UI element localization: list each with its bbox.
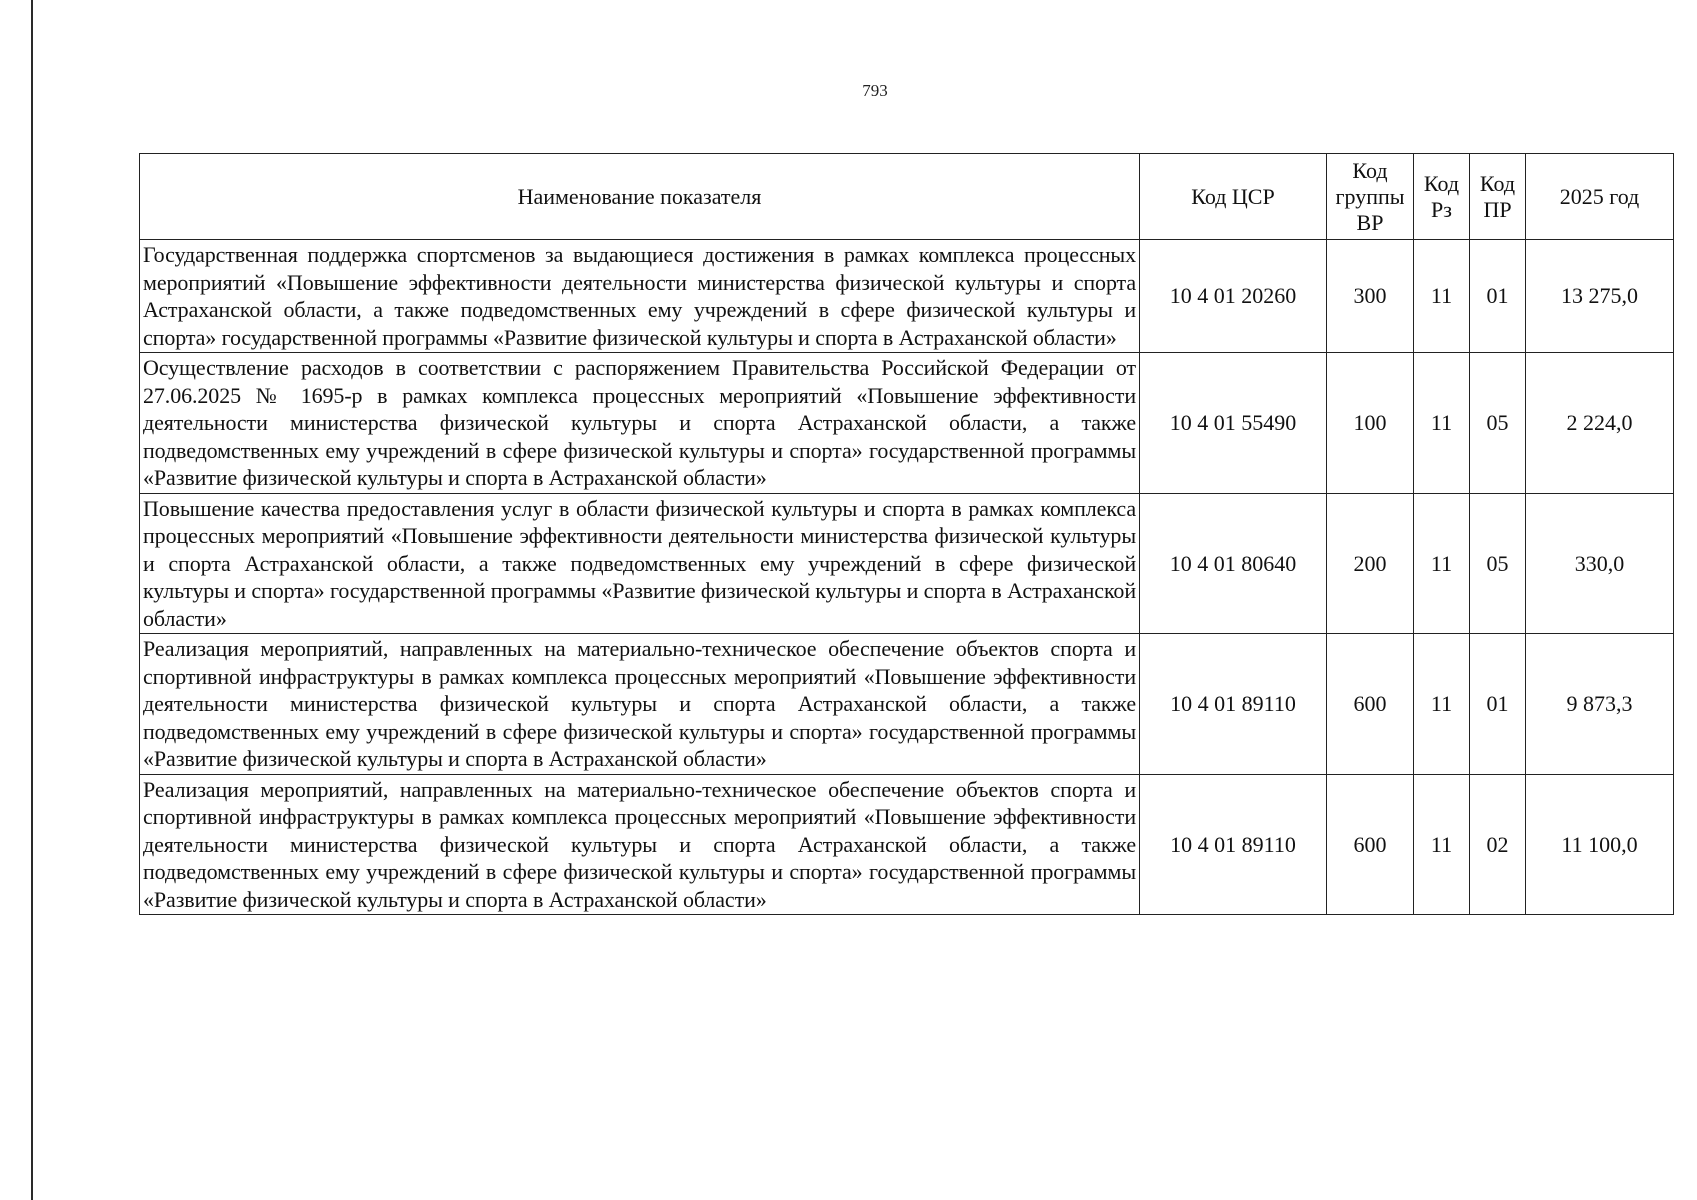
row-vr-code: 600 bbox=[1327, 634, 1414, 775]
table-header-row bbox=[140, 154, 1674, 240]
row-vr-code: 200 bbox=[1327, 493, 1414, 634]
row-amount: 9 873,3 bbox=[1526, 634, 1674, 775]
row-pr-code: 01 bbox=[1470, 240, 1526, 353]
row-csr-code: 10 4 01 89110 bbox=[1140, 774, 1327, 915]
row-pr-code: 05 bbox=[1470, 353, 1526, 494]
header-vr-code bbox=[1327, 154, 1414, 240]
row-pr-code: 01 bbox=[1470, 634, 1526, 775]
table-row bbox=[140, 353, 1674, 494]
header-rz-line2: Рз bbox=[1431, 196, 1452, 222]
table-row bbox=[140, 493, 1674, 634]
row-rz-code: 11 bbox=[1414, 240, 1470, 353]
budget-table bbox=[139, 153, 1674, 915]
row-amount: 13 275,0 bbox=[1526, 240, 1674, 353]
scan-margin-line bbox=[31, 0, 33, 1200]
table-row bbox=[140, 634, 1674, 775]
row-amount: 330,0 bbox=[1526, 493, 1674, 634]
row-vr-code: 100 bbox=[1327, 353, 1414, 494]
row-csr-code: 10 4 01 20260 bbox=[1140, 240, 1327, 353]
header-pr-line1: Код bbox=[1479, 170, 1516, 196]
table-row bbox=[140, 774, 1674, 915]
row-csr-code: 10 4 01 80640 bbox=[1140, 493, 1327, 634]
row-name: Государственная поддержка спортсменов за выдающиеся достижения в рамках комплекса процессных мероприятий «Повышение эффективности деятельности министерства физической культуры и спорта Астраханской области, а также подведомственных ему учреждений в сфере физической культуры и спорта» государственной программы «Развитие физической культуры и спорта в Астраханской области» bbox=[140, 240, 1140, 353]
row-vr-code: 300 bbox=[1327, 240, 1414, 353]
row-pr-code: 05 bbox=[1470, 493, 1526, 634]
row-amount: 11 100,0 bbox=[1526, 774, 1674, 915]
row-rz-code: 11 bbox=[1414, 774, 1470, 915]
page-number: 793 bbox=[862, 81, 888, 100]
row-rz-code: 11 bbox=[1414, 353, 1470, 494]
row-name: Реализация мероприятий, направленных на материально-техническое обеспечение объектов спорта и спортивной инфраструктуры в рамках комплекса процессных мероприятий «Повышение эффективности деятельности министерства физической культуры и спорта Астраханской области, а также подведомственных ему учреждений в сфере физической культуры и спорта» государственной программы «Развитие физической культуры и спорта в Астраханской области» bbox=[140, 774, 1140, 915]
row-pr-code: 02 bbox=[1470, 774, 1526, 915]
header-vr-line2: группы bbox=[1335, 183, 1405, 209]
row-rz-code: 11 bbox=[1414, 493, 1470, 634]
header-pr-line2: ПР bbox=[1483, 196, 1512, 222]
header-pr-code bbox=[1470, 154, 1526, 240]
row-csr-code: 10 4 01 55490 bbox=[1140, 353, 1327, 494]
header-csr-code: Код ЦСР bbox=[1140, 154, 1327, 240]
row-csr-code: 10 4 01 89110 bbox=[1140, 634, 1327, 775]
header-rz-code bbox=[1414, 154, 1470, 240]
row-amount: 2 224,0 bbox=[1526, 353, 1674, 494]
row-rz-code: 11 bbox=[1414, 634, 1470, 775]
header-rz-line1: Код bbox=[1423, 170, 1460, 196]
header-name: Наименование показателя bbox=[140, 154, 1140, 240]
row-name: Осуществление расходов в соответствии с распоряжением Правительства Российской Федерации от 27.06.2025 № 1695-р в рамках комплекса процессных мероприятий «Повышение эффективности деятельности министерства физической культуры и спорта Астраханской области, а также подведомственных ему учреждений в сфере физической культуры и спорта» государственной программы «Развитие физической культуры и спорта в Астраханской области» bbox=[140, 353, 1140, 494]
header-vr-line1: Код bbox=[1352, 157, 1388, 183]
header-year: 2025 год bbox=[1526, 154, 1674, 240]
row-vr-code: 600 bbox=[1327, 774, 1414, 915]
table-row bbox=[140, 240, 1674, 353]
row-name: Реализация мероприятий, направленных на материально-техническое обеспечение объектов спорта и спортивной инфраструктуры в рамках комплекса процессных мероприятий «Повышение эффективности деятельности министерства физической культуры и спорта Астраханской области, а также подведомственных ему учреждений в сфере физической культуры и спорта» государственной программы «Развитие физической культуры и спорта в Астраханской области» bbox=[140, 634, 1140, 775]
header-vr-line3: ВР bbox=[1356, 209, 1384, 235]
row-name: Повышение качества предоставления услуг в области физической культуры и спорта в рамках комплекса процессных мероприятий «Повышение эффективности деятельности министерства физической культуры и спорта Астраханской области, а также подведомственных ему учреждений в сфере физической культуры и спорта» государственной программы «Развитие физической культуры и спорта в Астраханской области» bbox=[140, 493, 1140, 634]
